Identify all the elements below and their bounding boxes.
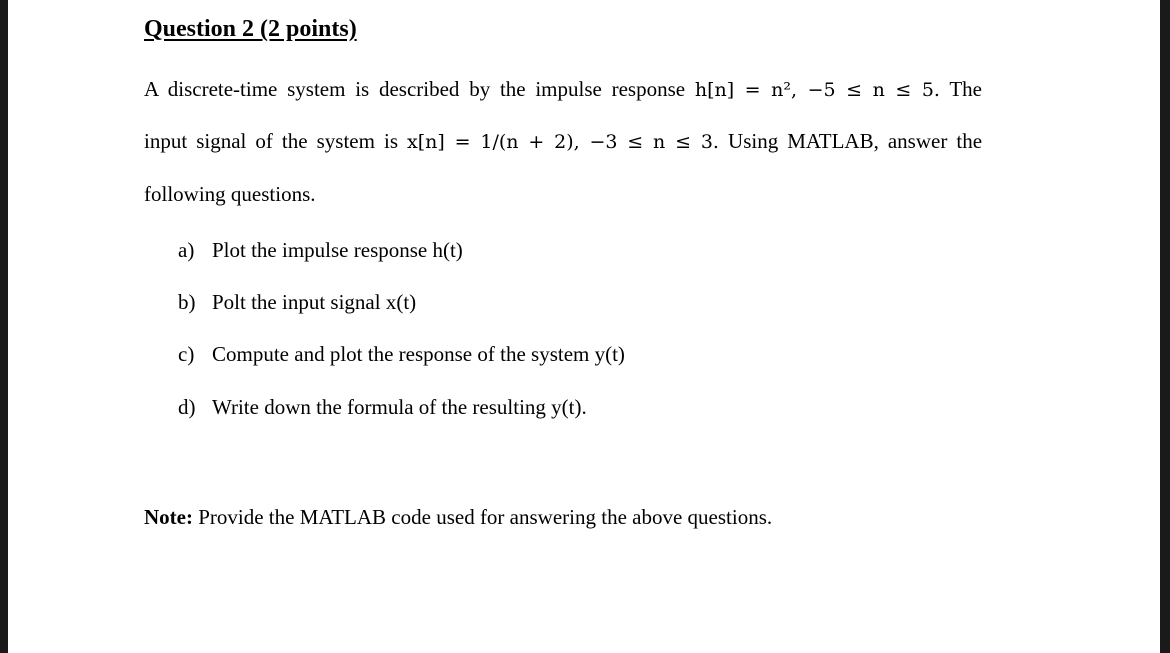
list-item-marker: c)	[178, 342, 195, 366]
note-paragraph	[144, 505, 772, 530]
question-title: Question 2 (2 points)	[144, 16, 357, 42]
list-item-text: Polt the input signal x(t)	[212, 290, 417, 314]
list-item	[178, 395, 587, 420]
note-label: Note:	[144, 505, 193, 529]
list-item-marker: a)	[178, 238, 195, 262]
paragraph-line-1	[144, 77, 982, 102]
input-signal-formula: x[n] = 1/(n + 2), −3 ≤ n ≤ 3.	[407, 131, 719, 153]
list-item-text: Compute and plot the response of the system y(t)	[212, 342, 625, 366]
list-item-text: Plot the impulse response h(t)	[212, 238, 463, 262]
impulse-response-formula: h[n] = n², −5 ≤ n ≤ 5.	[694, 79, 940, 101]
paragraph-line-1-text: A discrete-time system is described by the impulse response	[144, 77, 686, 101]
list-item-marker: d)	[178, 395, 196, 419]
note-text: Provide the MATLAB code used for answering the above questions.	[198, 505, 773, 529]
paragraph-line-2-end: Using MATLAB, answer the	[728, 129, 983, 153]
list-item	[178, 342, 625, 367]
list-item-text: Write down the formula of the resulting y(t).	[212, 395, 587, 419]
paragraph-line-3: following questions.	[144, 182, 316, 206]
paragraph-line-2-text: input signal of the system is	[144, 129, 398, 153]
list-item	[178, 238, 463, 263]
paragraph-line-2	[144, 129, 982, 154]
list-item-marker: b)	[178, 290, 196, 314]
paragraph-line-1-end: The	[949, 77, 982, 101]
list-item	[178, 290, 416, 315]
document-page	[8, 0, 1160, 653]
